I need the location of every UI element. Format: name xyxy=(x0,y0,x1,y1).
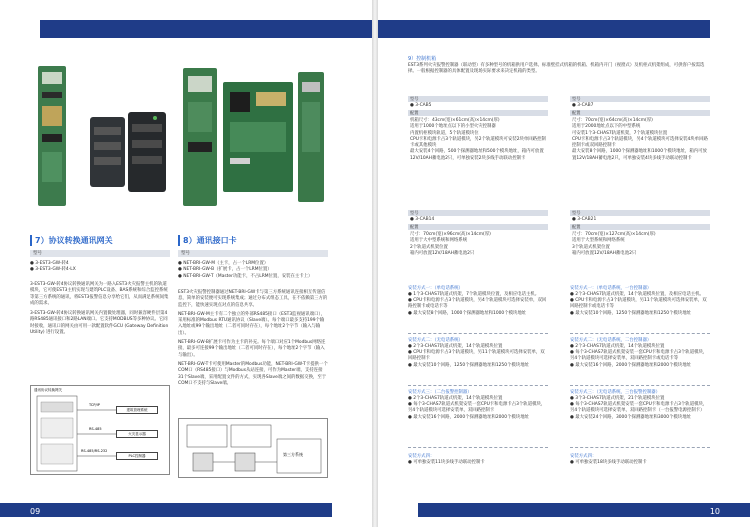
config-line: 尺寸：70cm(宽)×96cm(高)×14cm(厚) xyxy=(410,232,491,237)
option-line: ● 最大安装16个回路，2000个探测器地址和2000个模块地址 xyxy=(570,362,691,368)
option-line: ● 3个3-CHAS7轨道式机架，21个轨道模块位置 xyxy=(570,396,665,401)
config-line: 适用于大中型系统和网络系统 xyxy=(410,238,468,244)
config-line: 尺寸：70cm(宽)×127cm(高)×14cm(厚) xyxy=(572,232,656,237)
option-block xyxy=(570,337,710,369)
option-line: ● 2个3-CHAS7轨道式机架，14个轨道模块位置 xyxy=(408,396,503,401)
option-line: ● 最大安装10个回路，1250个探测器地址和1250个模块地址 xyxy=(408,362,529,368)
interface-cards-illustration xyxy=(178,62,328,212)
option-line: ● 2个3-CHAS7轨道式机架，14个轨道模块位置 xyxy=(570,344,665,349)
option-line: ● CPU卡和电源卡占3个轨道模块，另11个轨道模块可选择安装单，双回路控制卡或电话卡等 xyxy=(570,298,707,310)
model-value: ● 3-CAB21 xyxy=(572,217,597,222)
left-page xyxy=(0,0,372,527)
config-line: 最大安装4个回路，500个探测器地址和500个模块地址，箱内可放置12V/10AH蓄电池2只，可单独安装2块多线手动联动控制卡 xyxy=(410,149,544,161)
gateway-boards-illustration xyxy=(30,62,170,212)
section7-title: 7）协议转换通讯网关 xyxy=(30,235,113,246)
section8-paragraph: NET-BRI-GW-T卡可使用Master的Modbus功能，NET-BRI-GW-T卡提供一个COM口（RS485接口）与Modbus从站连接，可作为Master端，支持连接31个Slave端，采用配置文件的方式，实现各Slave端之间的数据交换，至于COM口不支持与Slave端。 xyxy=(178,361,328,386)
section8-model: ● NET-BRI-GW-B（扩展卡，占一个LRM位置） xyxy=(178,267,272,273)
option-line: ● 最大安装24个回路，3000个探测器地址和3000个模块地址 xyxy=(570,414,691,420)
config-label: 配置 xyxy=(408,110,548,116)
interface-card-photo xyxy=(178,62,328,212)
diagram-box: 建筑管理系统 xyxy=(116,406,158,414)
config-line: CPU卡和电源卡占3个轨道模块，另4个轨道模块可选择安装4块单回路控制卡或双回路控制卡 xyxy=(572,136,708,149)
option-line: ● 最大安装10个回路，1250个探测器地址和1250个模块地址 xyxy=(570,310,691,316)
option-block xyxy=(408,453,548,466)
config-line: 3个轨道式机架位置 xyxy=(572,244,610,250)
section8-paragraph: NET-BRI-GW-M主卡有二个独立的外部RS485接口（EST3监视通讯端口），采用标准的Modbus RTU通讯协议（Slave端）。每个端口最多支持199个输入地址或99个输出地址（二者可同时存在），每个地址2个字节（输入与输出）。 xyxy=(178,311,326,336)
diagram-caption: 第三方系统 xyxy=(283,452,303,457)
model-label: 型号 xyxy=(408,96,548,102)
section8-model: ● NET-BRI-GW-T（Master功能卡，不占LRM位置，安装在主卡上） xyxy=(178,273,313,279)
config-label: 配置 xyxy=(408,224,548,230)
config-line: 尺寸：70cm(宽)×64cm(高)×14cm(厚) xyxy=(572,118,653,123)
option-line: ● 可单独安装11块多线手动联动控制卡 xyxy=(408,460,485,465)
spec-cab21 xyxy=(570,210,710,257)
section8-model: ● NET-BRI-GW-M（主卡，占一个LRM位置） xyxy=(178,261,269,266)
gateway-diagram xyxy=(30,385,170,475)
option-title: 安装方式二：（无电话系统，二台控制器） xyxy=(570,338,652,343)
footer-bar xyxy=(418,503,750,517)
section7-paragraph: 3-EST3-GW-转4协议转换通讯网关为一路入EST3火灾报警主机的轨道模块，它可使EST3主机实现与建筑PLC设备、BAS系统和综合监控系统等第三方系统的通讯，将EST3报警信息分享给它们，从而满足系统间集成的需求。 xyxy=(30,282,169,306)
option-block xyxy=(570,285,710,317)
spec-cab5 xyxy=(408,96,548,162)
option-line: ● 每个3-CHAS7轨道式机架安装一套CPU卡和电源卡占3个轨道模块，另4个轨道模块可选择安装单，双回路控制卡或电话卡等 xyxy=(570,350,708,362)
divider xyxy=(570,333,710,334)
section7-model-label: 型号 xyxy=(30,250,170,257)
header-bar xyxy=(378,20,710,38)
right-page xyxy=(378,0,750,527)
option-title: 安装方式三：（无电话系统，三台报警控制器） xyxy=(570,390,661,395)
option-title: 安装方式四： xyxy=(408,454,435,459)
section7-body xyxy=(30,282,170,336)
section8-title: 8）通讯接口卡 xyxy=(178,235,237,246)
section7-models xyxy=(30,261,170,274)
section7-paragraph: 3-EST3-GW-转4协议转换通讯网关内置微处理器，同时兼容硬件层第4路RS485通讯接口和2路LAN端口。它支持MODBUS等多种协议。它同时接收，通讯口的网关由可用一款配置软件GCU (Gateway Definition Utility) 进行设置。 xyxy=(30,311,169,336)
option-title: 安装方式一：（单电话系统） xyxy=(408,286,463,291)
footer-bar xyxy=(0,503,332,517)
config-line: 箱内可放置12V/18AH蓄电池2只 xyxy=(572,250,637,256)
section7-model: ● 3-EST3-GW-转4 xyxy=(30,261,69,266)
config-lines xyxy=(408,116,548,162)
model-value: ● 3-CAB7 xyxy=(572,103,594,108)
divider xyxy=(408,447,548,448)
option-block xyxy=(408,337,548,369)
section8-paragraph: NET-BRI-GW-B扩展卡可作为主卡的补充。每个端口对应1个Modbus网络连接，最多可连接99个输出地址（二者可同时存在），每个地址2个字节（输入与输出）。 xyxy=(178,340,326,358)
divider xyxy=(408,333,548,334)
config-label: 配置 xyxy=(570,110,710,116)
section9-intro: EST3系列火灾报警控制器（联动型）有多种型号的机箱供用户选择。标准壁挂式机箱的机箱、机箱内开门（视窗式）及机柜式机架组成，可供客户按需选择。一般根据控制器的具体配置及现场实际要求来决定机箱的类型。 xyxy=(408,63,705,75)
link-label: RS-485/RS-232 xyxy=(81,449,108,453)
config-lines xyxy=(570,230,710,257)
option-line: ● CPU卡和电源卡占3个轨道模块，另11个轨道模块可选择安装单，双回路控制卡 xyxy=(408,350,545,362)
interface-diagram xyxy=(178,418,328,478)
option-block xyxy=(408,389,548,421)
divider xyxy=(570,385,710,386)
option-title: 安装方式二：（无电话系统） xyxy=(408,338,463,343)
config-line: 箱内可放置12V/18AH蓄电池2只 xyxy=(410,250,475,256)
gateway-board-photo xyxy=(30,62,170,212)
model-label: 型号 xyxy=(570,96,710,102)
option-title: 安装方式三：（二台报警控制器） xyxy=(408,390,472,395)
option-line: ● 1个3-CHAS7轨道式机架，7个轨道模块位置，及相应电话主机。 xyxy=(408,292,540,297)
section8-body xyxy=(178,290,328,387)
config-line: 适用于2000地址点以下的中型系统 xyxy=(572,124,641,130)
section8-models xyxy=(178,261,328,280)
page-number: 10 xyxy=(709,507,720,516)
option-line: ● 每个3-CHAS7轨道式机架安装一套CPU卡和电源卡占3个轨道模块，另4个轨道模块可选择安装单，双回路控制卡（一台报警电源控制卡） xyxy=(570,402,708,414)
config-lines xyxy=(570,116,710,162)
config-line: 内置机柜模块轨道，5个轨道模块位 xyxy=(410,130,479,136)
section8-model-label: 型号 xyxy=(178,250,328,257)
option-line: ● 2个3-CHAS7轨道式机架，14个轨道模块位置，及相应电话主机。 xyxy=(570,292,704,297)
config-line: 2个轨道式机架位置 xyxy=(410,244,448,250)
config-line: 适用于1000个地址点以下的小型火灾控制器 xyxy=(410,124,496,130)
config-line: CPU卡和电源卡占3个轨道模块，另2个轨道模块可安装2块单回路控制卡或其他模块 xyxy=(410,136,546,149)
option-line: ● 最大安装8个回路，1000个探测器地址和1000个模块地址 xyxy=(408,310,527,316)
diagram-label: 通讯协议转换网关 xyxy=(34,388,62,392)
option-line: ● CPU卡和电源卡占3个轨道模块，另4个轨道模块可选择安装单，双回路控制卡或电话卡等 xyxy=(408,298,547,310)
option-line: ● 可单独安装18块多线手动联动控制卡 xyxy=(570,460,647,465)
interface-diagram-drawing xyxy=(179,419,329,479)
model-value: ● 3-CAB5 xyxy=(410,103,432,108)
section8-paragraph: EST3火灾报警控制器通过NET-BRI-GW卡与第三方系统通讯连接相互传递信息，简单的安装便可实现系统集成；通过分布式组态工具，在不依赖第三方的监控下，能快速实现点对点的信息共享。 xyxy=(178,290,328,308)
link-label: RS-485 xyxy=(89,427,102,431)
config-line: 最大安装8个回路，1000个探测器地址和1000个模块地址，箱内可放置12V/18AH蓄电池2只，可单独安装4块多线手动联动控制卡 xyxy=(572,149,707,161)
option-line: ● 2个3-CHAS7轨道式机架，14个轨道模块位置 xyxy=(408,344,503,349)
config-line: 可安装1个3-CHAS7轨道机架，7个轨道模块位置 xyxy=(572,130,668,136)
section7-model: ● 3-EST3-GW-转4-LX xyxy=(30,267,76,273)
model-label: 型号 xyxy=(570,210,710,216)
link-label: TCP/IP xyxy=(89,403,100,407)
config-label: 配置 xyxy=(570,224,710,230)
model-label: 型号 xyxy=(408,210,548,216)
header-bar xyxy=(40,20,372,38)
config-lines xyxy=(408,230,548,257)
model-value: ● 3-CAB14 xyxy=(410,217,435,222)
option-line: ● 每个3-CHAS7轨道式机架安装一套CPU卡和电源卡占3个轨道模块，另4个轨道模块可选择安装单，双回路控制卡 xyxy=(408,402,546,414)
divider xyxy=(408,385,548,386)
option-title: 安装方式一：（单电话系统，一台控制器） xyxy=(570,286,652,291)
option-block xyxy=(570,389,710,421)
diagram-box: 火灾显示器 xyxy=(116,430,158,438)
option-line: ● 最大安装16个回路，2000个探测器地址和2000个模块地址 xyxy=(408,414,529,420)
spec-cab14 xyxy=(408,210,548,257)
spec-cab7 xyxy=(570,96,710,162)
diagram-box: PLC控制器 xyxy=(116,452,158,460)
option-title: 安装方式四： xyxy=(570,454,597,459)
option-block xyxy=(408,285,548,317)
divider xyxy=(570,447,710,448)
page-number: 09 xyxy=(30,507,41,516)
section9-title: 9）控制机箱 xyxy=(408,56,437,62)
option-block xyxy=(570,453,710,466)
config-line: 适用于大型系统和网络系统 xyxy=(572,238,625,244)
config-line: 机箱尺寸：43cm(宽)×61cm(高)×14cm(厚) xyxy=(410,118,500,123)
